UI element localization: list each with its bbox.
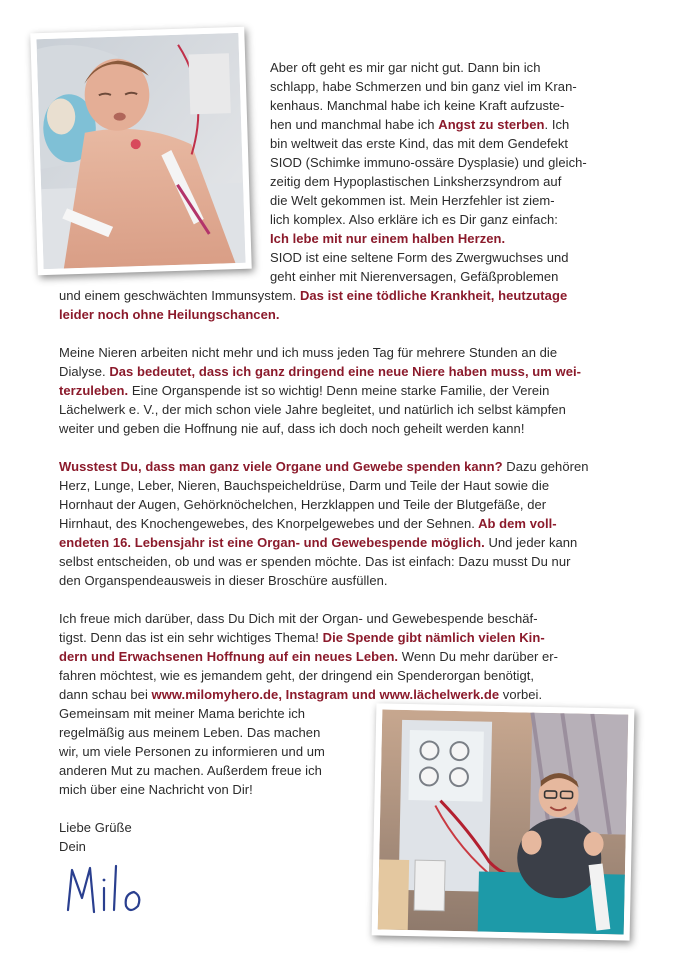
highlight-no-cure: leider noch ohne Heilungschancen. [59,307,280,322]
p3-text: Hirnhaut, des Knochengewebes, des Knorpelgewebes und der Sehnen. [59,516,475,531]
p2-line-1: Meine Nieren arbeiten nicht mehr und ich muss jeden Tag für mehrere Stunden an die [59,345,558,360]
intro-line-6: SIOD (Schimke immuno-ossäre Dysplasie) und gleich- [270,155,587,170]
p5-line-3: wir, um viele Personen zu informieren und um [59,744,325,759]
highlight-did-you-know: Wusstest Du, dass man ganz viele Organe und Gewebe spenden kann? [59,459,503,474]
p4-line-1: Ich freue mich darüber, dass Du Dich mit der Organ- und Gewebespende beschäf- [59,611,538,626]
intro-line-11: SIOD ist eine seltene Form des Zwergwuchses und [270,250,569,265]
hospital-photo-image [36,33,245,269]
p5-line-5: mich über eine Nachricht von Dir! [59,782,253,797]
p3-line-2: Herz, Lunge, Leber, Nieren, Bauchspeicheldrüse, Darm und Teile der Haut sowie die [59,478,550,493]
intro-line-8: die Welt gekommen ist. Mein Herzfehler ist ziem- [270,193,555,208]
intro-line-3: kenhaus. Manchmal habe ich keine Kraft aufzuste- [270,98,565,113]
p3-text: Und jeder kann [484,535,578,550]
highlight-age-cont: endeten 16. Lebensjahr ist eine Organ- und Gewebespende möglich. [59,535,485,550]
closing-greeting: Liebe Grüße [59,820,132,835]
p5-line-1: Gemeinsam mit meiner Mama berichte ich [59,706,306,721]
p2-line-4: Lächelwerk e. V., der mich schon viele Jahre begleitet, und natürlich ich selbst kämpfen [59,402,566,417]
p2-text: Dialyse. [59,364,110,379]
p2-line-5: weiter und geben die Hoffnung nie auf, dass ich doch noch geheilt werden kann! [59,421,525,436]
p3-line-4 [59,514,557,533]
p2-line-2 [59,362,581,381]
p3-line-7: den Organspendeausweis in dieser Broschüre ausfüllen. [59,573,388,588]
signature-milo [62,858,152,920]
p3-line-6: selbst entscheiden, ob und was er spenden möchte. Das ist einfach: Dazu musst Du nur [59,554,571,569]
p4-line-2 [59,628,545,647]
highlight-age: Ab dem voll- [474,516,557,531]
intro-text: . Ich [544,117,570,132]
p4-line-3 [59,647,558,666]
highlight-hope-cont: dern und Erwachsenen Hoffnung auf ein neues Leben. [59,649,399,664]
p4-line-5 [59,685,542,704]
intro-text: hen und manchmal habe ich [270,117,439,132]
p2-text: Eine Organspende ist so wichtig! Denn meine starke Familie, der Verein [128,383,550,398]
p4-text: Wenn Du mehr darüber er- [398,649,559,664]
p4-line-4: fahren möchtest, wie es jemandem geht, der dringend ein Spenderorgan benötigt, [59,668,535,683]
highlight-fear: Angst zu sterben [438,117,545,132]
p5-line-2: regelmäßig aus meinem Leben. Das machen [59,725,321,740]
p5-line-4: anderen Mut zu machen. Außerdem freue ich [59,763,322,778]
p4-text: dann schau bei [59,687,152,702]
intro-line-5: bin weltweit das erste Kind, das mit dem Gendefekt [270,136,569,151]
p3-line-1 [59,457,589,476]
intro-line-9: lich komplex. Also erkläre ich es Dir ganz einfach: [270,212,558,227]
intro-line-2: schlapp, habe Schmerzen und bin ganz viel im Kran- [270,79,577,94]
intro-line-1: Aber oft geht es mir gar nicht gut. Dann bin ich [270,60,541,75]
p4-text: vorbei. [499,687,543,702]
intro-text: und einem geschwächten Immunsystem. [59,288,300,303]
highlight-kidney: Das bedeutet, dass ich ganz dringend eine neue Niere haben muss, um wei- [109,364,582,379]
p3-text: Dazu gehören [502,459,589,474]
dialysis-photo-image [378,709,629,934]
intro-line-13 [59,286,567,305]
hospital-photo [30,27,251,276]
p2-line-3 [59,381,549,400]
closing-dein: Dein [59,839,86,854]
intro-line-4 [270,115,569,134]
p3-line-5 [59,533,577,552]
intro-line-7: zeitig dem Hypoplastischen Linksherzsyndrom auf [270,174,562,189]
p3-line-3: Hornhaut der Augen, Gehörknöchelchen, Herzklappen und Teile der Blutgefäße, der [59,497,547,512]
dialysis-photo [372,703,635,940]
p4-text: tigst. Denn das ist ein sehr wichtiges Thema! [59,630,323,645]
highlight-hope: Die Spende gibt nämlich vielen Kin- [322,630,545,645]
website-links[interactable]: www.milomyhero.de, Instagram und www.lächelwerk.de [151,687,500,702]
intro-line-12: geht einher mit Nierenversagen, Gefäßproblemen [270,269,559,284]
highlight-half-heart: Ich lebe mit nur einem halben Herzen. [270,231,506,246]
highlight-deadly-disease: Das ist eine tödliche Krankheit, heutzutage [299,288,568,303]
highlight-kidney-cont: terzuleben. [59,383,129,398]
